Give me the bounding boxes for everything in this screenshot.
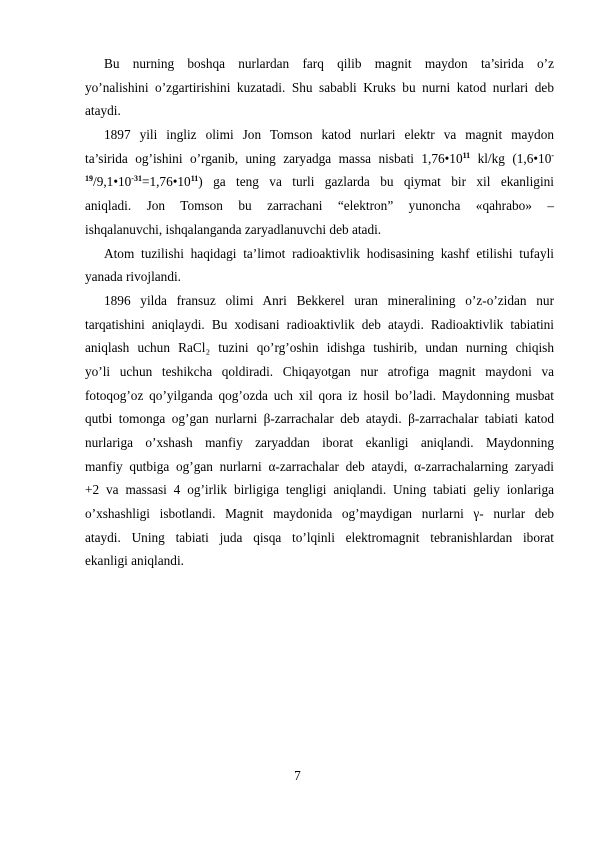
text-line: qutbi tomonga og’gan nurlarni β-zarrachalar deb ataydi. β-zarrachalar tabiati katod [85, 411, 554, 427]
page-number: 7 [294, 768, 301, 783]
text-segment: /9,1•10 [93, 174, 132, 190]
text-line: Bu nurning boshqa nurlardan farq qilib magnit maydon ta’sirida o’z [104, 56, 554, 71]
text-line: aniqladi. Jon Tomson bu zarrachani “elektron” yunoncha «qahrabo» – [85, 198, 554, 214]
text-line: ekanligi aniqlandi. [85, 553, 184, 569]
paragraph-bekkerel [85, 289, 554, 573]
page-body [85, 52, 554, 573]
superscript: -31 [131, 174, 142, 184]
paragraph-tomson [85, 123, 554, 241]
text-line: 1897 yili ingliz olimi Jon Tomson katod nurlari elektr va magnit maydon [104, 127, 554, 143]
superscript: 19 [85, 174, 93, 184]
text-line: yanada rivojlandi. [85, 269, 181, 285]
text-line [85, 170, 554, 194]
text-line: ishqalanuvchi, ishqalanganda zaryadlanuvchi deb atadi. [85, 221, 382, 237]
paragraph-atom [85, 242, 554, 289]
text-line: Atom tuzilishi haqidagi ta’limot radioaktivlik hodisasining kashf etilishi tufayli [104, 245, 554, 261]
text-segment: ta’sirida og’ishini o’rganib, uning zaryadga massa nisbati 1,76•10 [85, 150, 463, 166]
text-line: nurlariga o’xshash manfiy zaryaddan iborat ekanligi aniqlandi. Maydonning [85, 435, 554, 450]
text-line: tarqatishini aniqlaydi. Bu xodisani radioaktivlik deb ataydi. Radioaktivlik tabiatini [85, 316, 554, 332]
text-line: ataydi. Uning tabiati juda qisqa to’lqinli elektromagnit tebranishlardan iborat [85, 529, 554, 545]
text-line: o’xshashligi isbotlandi. Magnit maydonida og’maydigan nurlarni γ- nurlar deb [85, 506, 554, 522]
text-line: yo’li uchun teshikcha qoldiradi. Chiqayotgan nur atrofiga magnit maydoni va [85, 363, 554, 379]
text-segment: ) ga teng va turli gazlarda bu qiymat bir xil ekanligini [198, 174, 554, 190]
text-line: +2 va massasi 4 og’irlik birligiga tengligi aniqlandi. Uning tabiati geliy ionlariga [85, 482, 554, 498]
paragraph-kruks [85, 52, 554, 123]
text-line: ataydi. [85, 103, 121, 119]
superscript: - [551, 150, 555, 160]
superscript: 11 [462, 150, 471, 160]
text-line: yo’nalishini o’zgartirishini kuzatadi. Shu sababli Kruks bu nurni katod nurlari deb [85, 79, 554, 95]
text-line: fotoqog’oz qo’yilganda qog’ozda uch xil qora iz hosil bo’ladi. Maydonning musbat [85, 387, 554, 403]
text-segment: kl/kg (1,6•10 [470, 150, 552, 166]
text-line: manfiy qutbiga og’gan nurlarni α-zarrachalar deb ataydi, α-zarrachalarning zaryadi [85, 458, 554, 474]
text-line: aniqlash uchun RaCl₂ tuzini qo’rg’oshin idishga tushirib, undan nurning chiqish [85, 340, 554, 356]
text-line: 1896 yilda fransuz olimi Anri Bekkerel uran mineralining o’z-o’zidan nur [104, 292, 554, 308]
text-line [85, 147, 554, 171]
superscript: 11 [190, 174, 199, 184]
text-segment: =1,76•10 [141, 174, 191, 190]
